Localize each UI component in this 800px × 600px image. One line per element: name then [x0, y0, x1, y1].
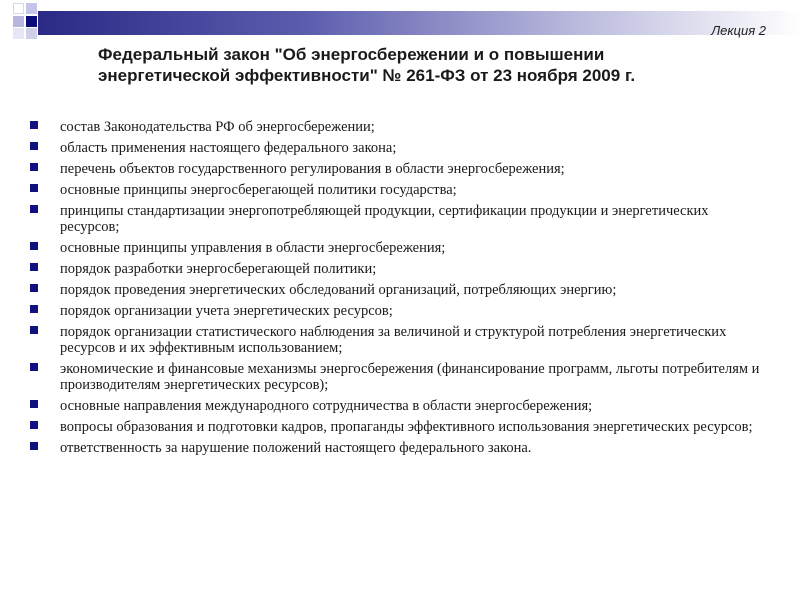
bullet-item	[30, 303, 770, 319]
bullet-item	[30, 261, 770, 277]
bullet-item	[30, 282, 770, 298]
bullet-item	[30, 398, 770, 414]
bullet-item	[30, 440, 770, 456]
lecture-label: Лекция 2	[711, 23, 766, 38]
bullet-text: ответственность за нарушение положений настоящего федерального закона.	[60, 440, 532, 456]
square-bullet-icon	[30, 305, 38, 313]
bullet-text: порядок организации учета энергетических ресурсов;	[60, 303, 393, 319]
square-bullet-icon	[30, 400, 38, 408]
bullet-text: основные направления международного сотрудничества в области энергосбережения;	[60, 398, 593, 414]
bullet-item	[30, 361, 770, 393]
bullet-text: порядок организации статистического наблюдения за величиной и структурой потребления энергетических ресурсов и их эффективным использованием;	[60, 324, 727, 356]
bullet-text: состав Законодательства РФ об энергосбережении;	[60, 119, 375, 135]
decorative-square	[13, 28, 24, 39]
header-gradient-bar	[38, 11, 800, 35]
square-bullet-icon	[30, 284, 38, 292]
bullet-item	[30, 419, 770, 435]
bullet-list	[30, 119, 770, 461]
square-bullet-icon	[30, 163, 38, 171]
decorative-square	[13, 16, 24, 27]
square-bullet-icon	[30, 421, 38, 429]
square-bullet-icon	[30, 326, 38, 334]
bullet-item	[30, 182, 770, 198]
decorative-square	[26, 3, 37, 14]
decorative-square	[26, 28, 37, 39]
bullet-item	[30, 203, 770, 235]
square-bullet-icon	[30, 205, 38, 213]
bullet-item	[30, 140, 770, 156]
bullet-text: перечень объектов государственного регулирования в области энергосбережения;	[60, 161, 565, 177]
bullet-text: основные принципы управления в области энергосбережения;	[60, 240, 446, 256]
decorative-square	[13, 3, 24, 14]
bullet-text: порядок разработки энергосберегающей политики;	[60, 261, 377, 277]
square-bullet-icon	[30, 121, 38, 129]
bullet-item	[30, 240, 770, 256]
slide-title-line-2: энергетической эффективности" № 261-ФЗ от 23 ноября 2009 г.	[98, 66, 636, 85]
bullet-text: принципы стандартизации энергопотребляющей продукции, сертификации продукции и энергетических ресурсов;	[60, 203, 709, 235]
bullet-text: основные принципы энергосберегающей политики государства;	[60, 182, 457, 198]
square-bullet-icon	[30, 263, 38, 271]
bullet-text: порядок проведения энергетических обследований организаций, потребляющих энергию;	[60, 282, 617, 298]
decorative-square	[26, 16, 37, 27]
bullet-item	[30, 324, 770, 356]
bullet-item	[30, 119, 770, 135]
bullet-text: вопросы образования и подготовки кадров, пропаганды эффективного использования энергетических ресурсов;	[60, 419, 753, 435]
slide-title	[98, 44, 758, 86]
square-bullet-icon	[30, 363, 38, 371]
slide-title-line-1: Федеральный закон "Об энергосбережении и о повышении	[98, 45, 605, 64]
square-bullet-icon	[30, 142, 38, 150]
square-bullet-icon	[30, 184, 38, 192]
bullet-text: область применения настоящего федерального закона;	[60, 140, 397, 156]
bullet-text: экономические и финансовые механизмы энергосбережения (финансирование программ, льготы потребителям и производителям энергетических ресурсов);	[60, 361, 760, 393]
square-bullet-icon	[30, 242, 38, 250]
square-bullet-icon	[30, 442, 38, 450]
bullet-item	[30, 161, 770, 177]
